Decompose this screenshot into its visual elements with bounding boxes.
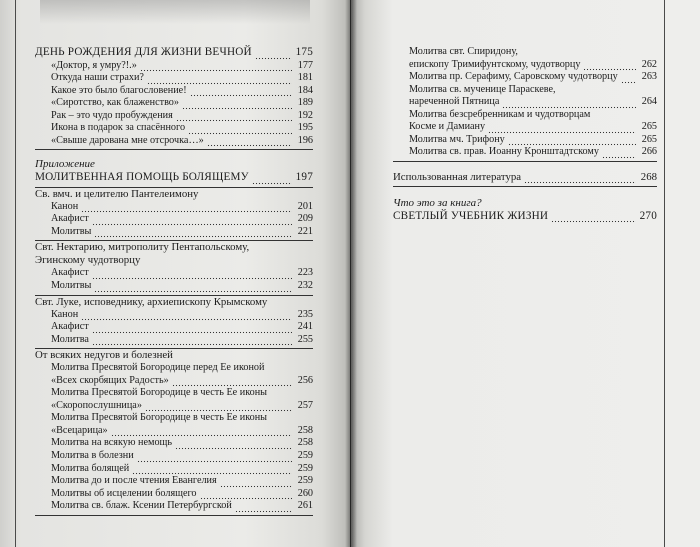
- toc-entry: «Всех скорбящих Радость» 256: [51, 374, 313, 386]
- toc-entry-literature: Использованная литература 268: [393, 171, 657, 187]
- toc-subheading: Свт. Луке, исповеднику, архиепископу Крымскому: [35, 295, 268, 308]
- toc-subheading: От всяких недугов и болезней: [35, 349, 173, 362]
- toc-section-panteleimon: [35, 188, 313, 242]
- toc-entry-line: Молитва Пресвятой Богородице в честь Ее иконы: [51, 412, 268, 424]
- toc-entry: «Свыше дарована мне отсрочка…» 196: [51, 134, 313, 146]
- toc-entry: Какое это было благословение! 184: [51, 84, 313, 96]
- about-label: Что это за книга?: [393, 196, 482, 209]
- book-spine-shadow: [345, 0, 357, 547]
- toc-heading-final: СВЕТЛЫЙ УЧЕБНИК ЖИЗНИ 270: [393, 209, 657, 222]
- toc-entry: Косме и Дамиану 265: [409, 121, 657, 133]
- toc-entry: Молитвы 232: [51, 280, 313, 292]
- toc-section-nedugi: [35, 349, 313, 516]
- toc-entry: Молитва св. блаж. Ксении Петербургской 261: [51, 500, 313, 512]
- toc-entry: Молитва на всякую немощь 258: [51, 437, 313, 449]
- toc-entry: Молитва болящей 259: [51, 462, 313, 474]
- toc-entry: Канон 235: [51, 308, 313, 320]
- toc-entry-line: Молитва Пресвятой Богородице в честь Ее иконы: [51, 387, 268, 399]
- toc-entry: Молитва св. прав. Иоанну Кронштадтскому 266: [409, 146, 657, 158]
- right-margin-rule: [664, 0, 665, 547]
- toc-section-nektariy: [35, 241, 313, 295]
- toc-entry: Молитва до и после чтения Евангелия 259: [51, 475, 313, 487]
- toc-left: [35, 46, 313, 516]
- toc-entry: епископу Тримифунтскому, чудотворцу 262: [409, 58, 657, 70]
- print-shadow: [40, 0, 310, 24]
- toc-entry: Молитва мч. Трифону 265: [409, 133, 657, 145]
- toc-section-birthday: [35, 46, 313, 150]
- toc-entry: Икона в подарок за спасённого 195: [51, 122, 313, 134]
- toc-entry: Молитвы 221: [51, 225, 313, 237]
- toc-entry: Молитва в болезни 259: [51, 450, 313, 462]
- toc-section-luka: [35, 296, 313, 350]
- toc-entry: Рак – это чудо пробуждения 192: [51, 109, 313, 121]
- toc-entry: Канон 201: [51, 200, 313, 212]
- left-margin-rule: [15, 0, 16, 547]
- toc-entry: Молитва пр. Серафиму, Саровскому чудотворцу 263: [409, 71, 657, 83]
- toc-entry-line: Молитва св. мученице Параскеве,: [409, 83, 556, 95]
- toc-entry-line: Молитва Пресвятой Богородице перед Ее иконой: [51, 362, 265, 374]
- toc-entry: «Скоропослушница» 257: [51, 399, 313, 411]
- toc-entry: Молитвы об исцелении болящего 260: [51, 487, 313, 499]
- toc-entry-line: Молитва свт. Спиридону,: [409, 46, 518, 57]
- toc-section-prayers-cont: [393, 46, 657, 162]
- toc-subheading: Свт. Нектарию, митрополиту Пентапольскому,: [35, 241, 250, 254]
- toc-entry: нареченной Пятница 264: [409, 96, 657, 108]
- appendix-label: Приложение: [35, 158, 95, 171]
- toc-heading: МОЛИТВЕННАЯ ПОМОЩЬ БОЛЯЩЕМУ 197: [35, 171, 313, 188]
- right-page: [351, 0, 700, 547]
- toc-entry: Акафист 209: [51, 213, 313, 225]
- toc-entry: «Всецарица» 258: [51, 424, 313, 436]
- toc-subheading: Эгинскому чудотворцу: [35, 254, 141, 267]
- toc-entry-line: Молитва безсребренникам и чудотворцам: [409, 108, 591, 120]
- toc-entry: «Сиротство, как блаженство» 189: [51, 97, 313, 109]
- toc-entry: Акафист 241: [51, 321, 313, 333]
- toc-entry: «Доктор, я умру?!.» 177: [51, 59, 313, 71]
- toc-right: [393, 46, 657, 223]
- toc-heading: ДЕНЬ РОЖДЕНИЯ ДЛЯ ЖИЗНИ ВЕЧНОЙ 175: [35, 46, 313, 58]
- toc-subheading: Св. вмч. и целителю Пантелеимону: [35, 187, 199, 200]
- toc-entry: Акафист 223: [51, 267, 313, 279]
- toc-entry: Молитва 255: [51, 333, 313, 345]
- toc-entry: Откуда наши страхи? 181: [51, 72, 313, 84]
